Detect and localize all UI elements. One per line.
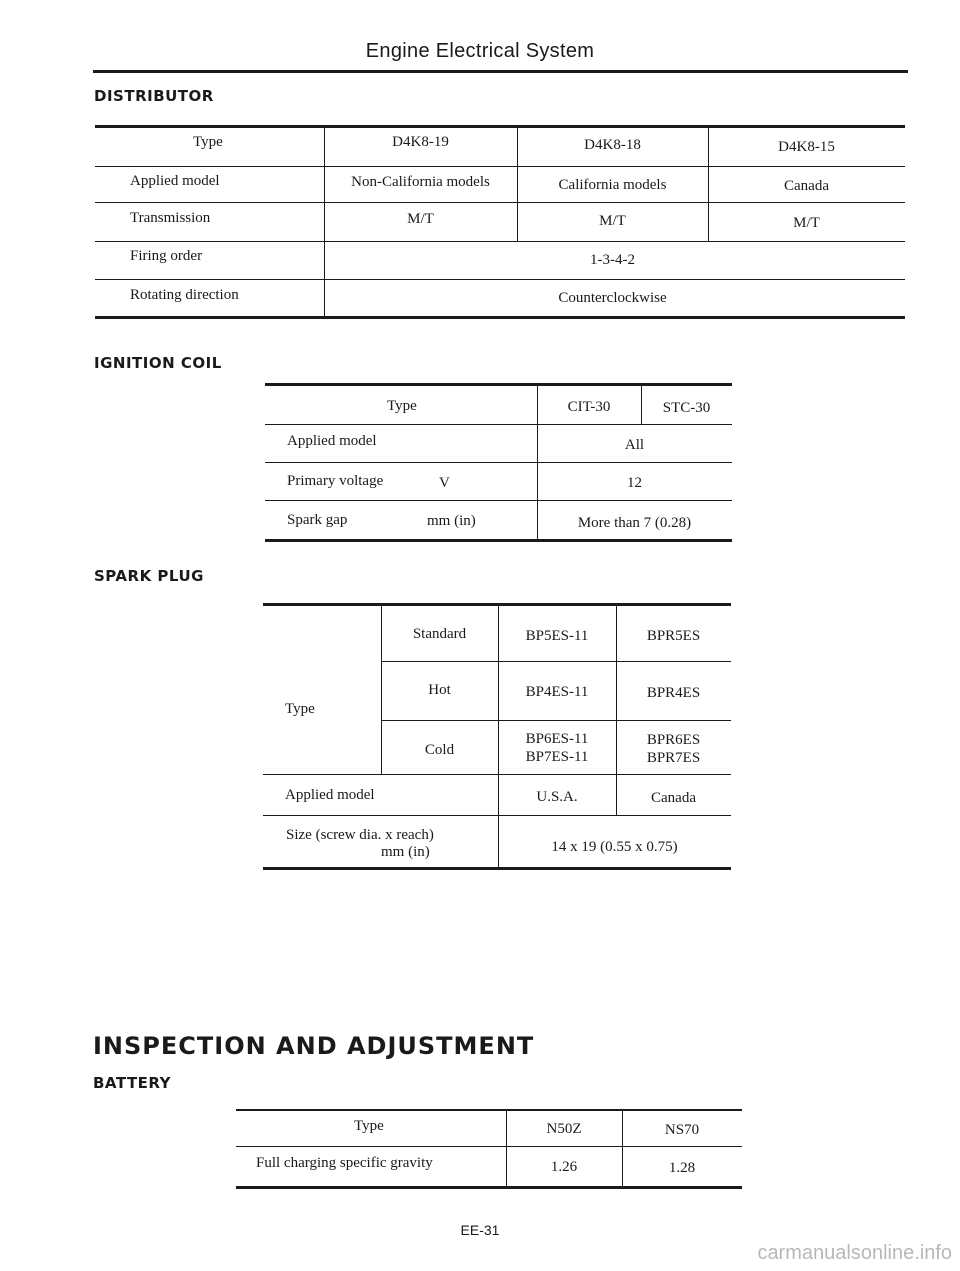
spark-size-value: 14 x 19 (0.55 x 0.75) bbox=[551, 839, 678, 855]
ignition-voltage-unit: V bbox=[439, 475, 450, 491]
spark-size-label: Size (screw dia. x reach) bbox=[286, 827, 434, 843]
spark-standard-label: Standard bbox=[412, 626, 467, 642]
battery-gravity-label: Full charging specific gravity bbox=[256, 1155, 433, 1171]
ignition-type-label: Type bbox=[387, 398, 417, 414]
spark-standard-a: BP5ES-11 bbox=[525, 628, 589, 644]
spark-cold-b-1: BPR6ES bbox=[646, 732, 701, 748]
ignition-applied-value: All bbox=[624, 437, 645, 453]
spark-plug-title: SPARK PLUG bbox=[94, 567, 204, 585]
distributor-rotation-label: Rotating direction bbox=[130, 287, 239, 303]
ignition-gap-label: Spark gap bbox=[287, 512, 348, 528]
distributor-applied-2: California models bbox=[558, 177, 667, 193]
distributor-transmission-label: Transmission bbox=[130, 210, 211, 226]
battery-gravity-1: 1.26 bbox=[550, 1159, 578, 1175]
distributor-rotation-value: Counterclockwise bbox=[558, 290, 667, 306]
spark-hot-label: Hot bbox=[428, 682, 451, 698]
ignition-voltage-value: 12 bbox=[627, 475, 642, 491]
page-number: EE-31 bbox=[460, 1222, 500, 1238]
watermark: carmanualsonline.info bbox=[757, 1242, 952, 1264]
distributor-type-1: D4K8-19 bbox=[392, 134, 449, 150]
distributor-applied-3: Canada bbox=[784, 178, 829, 194]
distributor-type-3: D4K8-15 bbox=[778, 139, 835, 155]
distributor-type-2: D4K8-18 bbox=[584, 137, 641, 153]
spark-size-unit: mm (in) bbox=[381, 844, 430, 860]
distributor-transmission-3: M/T bbox=[793, 215, 820, 231]
header-rule bbox=[93, 70, 908, 73]
spark-applied-label: Applied model bbox=[285, 787, 375, 803]
distributor-transmission-2: M/T bbox=[599, 213, 626, 229]
spark-cold-a-2: BP7ES-11 bbox=[525, 749, 589, 765]
ignition-gap-value: More than 7 (0.28) bbox=[577, 515, 692, 531]
spark-standard-b: BPR5ES bbox=[646, 628, 701, 644]
page-header: Engine Electrical System bbox=[365, 40, 595, 62]
battery-type-label: Type bbox=[354, 1118, 384, 1134]
distributor-firing-value: 1-3-4-2 bbox=[590, 252, 635, 268]
ignition-voltage-label: Primary voltage bbox=[287, 473, 384, 489]
distributor-applied-1: Non-California models bbox=[351, 174, 490, 190]
battery-title: BATTERY bbox=[93, 1074, 172, 1092]
ignition-applied-label: Applied model bbox=[287, 433, 377, 449]
inspection-title: INSPECTION AND ADJUSTMENT bbox=[93, 1032, 535, 1060]
spark-applied-a: U.S.A. bbox=[536, 789, 578, 805]
distributor-transmission-1: M/T bbox=[407, 211, 434, 227]
spark-cold-a-1: BP6ES-11 bbox=[525, 731, 589, 747]
spark-applied-b: Canada bbox=[651, 790, 696, 806]
distributor-title: DISTRIBUTOR bbox=[94, 87, 214, 105]
battery-type-1: N50Z bbox=[546, 1121, 582, 1137]
ignition-gap-unit: mm (in) bbox=[427, 513, 476, 529]
distributor-firing-label: Firing order bbox=[130, 248, 203, 264]
distributor-applied-label: Applied model bbox=[130, 173, 220, 189]
ignition-coil-title: IGNITION COIL bbox=[94, 354, 222, 372]
battery-type-2: NS70 bbox=[664, 1122, 700, 1138]
spark-cold-b-2: BPR7ES bbox=[646, 750, 701, 766]
spark-type-label: Type bbox=[285, 701, 315, 717]
spark-hot-a: BP4ES-11 bbox=[525, 684, 589, 700]
ignition-type-2: STC-30 bbox=[662, 400, 711, 416]
spark-hot-b: BPR4ES bbox=[646, 685, 701, 701]
distributor-type-label: Type bbox=[193, 134, 223, 150]
battery-gravity-2: 1.28 bbox=[668, 1160, 696, 1176]
ignition-type-1: CIT-30 bbox=[567, 399, 611, 415]
spark-cold-label: Cold bbox=[424, 742, 455, 758]
